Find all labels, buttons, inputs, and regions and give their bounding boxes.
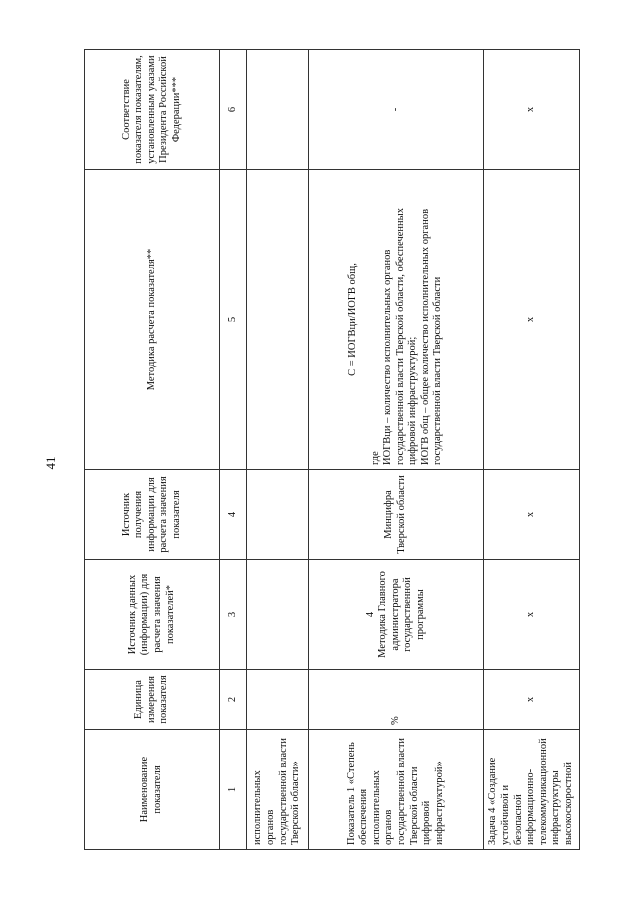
header-row [85, 50, 220, 850]
formula: С = ИОГВци/ИОГВ общ, [346, 263, 358, 376]
column-number: 5 [220, 170, 247, 470]
indicator-table [84, 49, 580, 850]
header-unit: Единица измерения показателя [85, 670, 220, 730]
column-number-row [220, 50, 247, 850]
table-row [309, 50, 484, 850]
calc-method-cell: х [484, 170, 580, 470]
header-data-source: Источник данных (информации) для расчета значения показателей* [85, 560, 220, 670]
compliance-cell: х [484, 50, 580, 170]
unit-cell: х [484, 670, 580, 730]
header-presidential-compliance: Соответствие показателя показателям, установленным указами Президента Российской Федерации*** [85, 50, 220, 170]
calc-method-cell [309, 170, 484, 470]
table-row [247, 50, 309, 850]
table-row [484, 50, 580, 850]
data-source-number: 4 [364, 611, 376, 618]
indicator-name-cell: исполнительных органов государственной власти Тверской области» [247, 730, 309, 850]
data-source-cell [309, 560, 484, 670]
info-source-cell [247, 470, 309, 560]
header-calc-method: Методика расчета показателя** [85, 170, 220, 470]
indicator-name-cell: Показатель 1 «Степень обеспечения исполнительных органов государственной власти Тверской области цифровой инфраструктурой» [309, 730, 484, 850]
compliance-cell [247, 50, 309, 170]
header-indicator-name: Наименование показателя [85, 730, 220, 850]
column-number: 2 [220, 670, 247, 730]
data-source-text: Методика Главного администратора государственной программы [377, 571, 426, 658]
unit-cell [247, 670, 309, 730]
column-number: 1 [220, 730, 247, 850]
data-source-cell [247, 560, 309, 670]
header-info-source: Источник получения информации для расчета значения показателя [85, 470, 220, 560]
data-source-cell: х [484, 560, 580, 670]
column-number: 3 [220, 560, 247, 670]
column-number: 6 [220, 50, 247, 170]
rotated-table-wrapper [84, 50, 574, 850]
formula-definition: ИОГВци – количество исполнительных органов государственной власти Тверской области, обеспеченных цифровой инфраструктурой; [382, 208, 419, 465]
rotated-table-container [84, 50, 574, 850]
calc-method-cell [247, 170, 309, 470]
formula-where: где [369, 451, 381, 465]
info-source-cell: Минцифра Тверской области [309, 470, 484, 560]
compliance-cell: - [309, 50, 484, 170]
unit-cell: % [309, 670, 484, 730]
task-name-cell: Задача 4 «Создание устойчивой и безопасной информационно-телекоммуникационной инфраструктуры высокоскоростной [484, 730, 580, 850]
info-source-cell: х [484, 470, 580, 560]
formula-definition: ИОГВ общ – общее количество исполнительных органов государственной власти Тверской области [419, 208, 444, 465]
page-number: 41 [43, 456, 58, 470]
column-number: 4 [220, 470, 247, 560]
